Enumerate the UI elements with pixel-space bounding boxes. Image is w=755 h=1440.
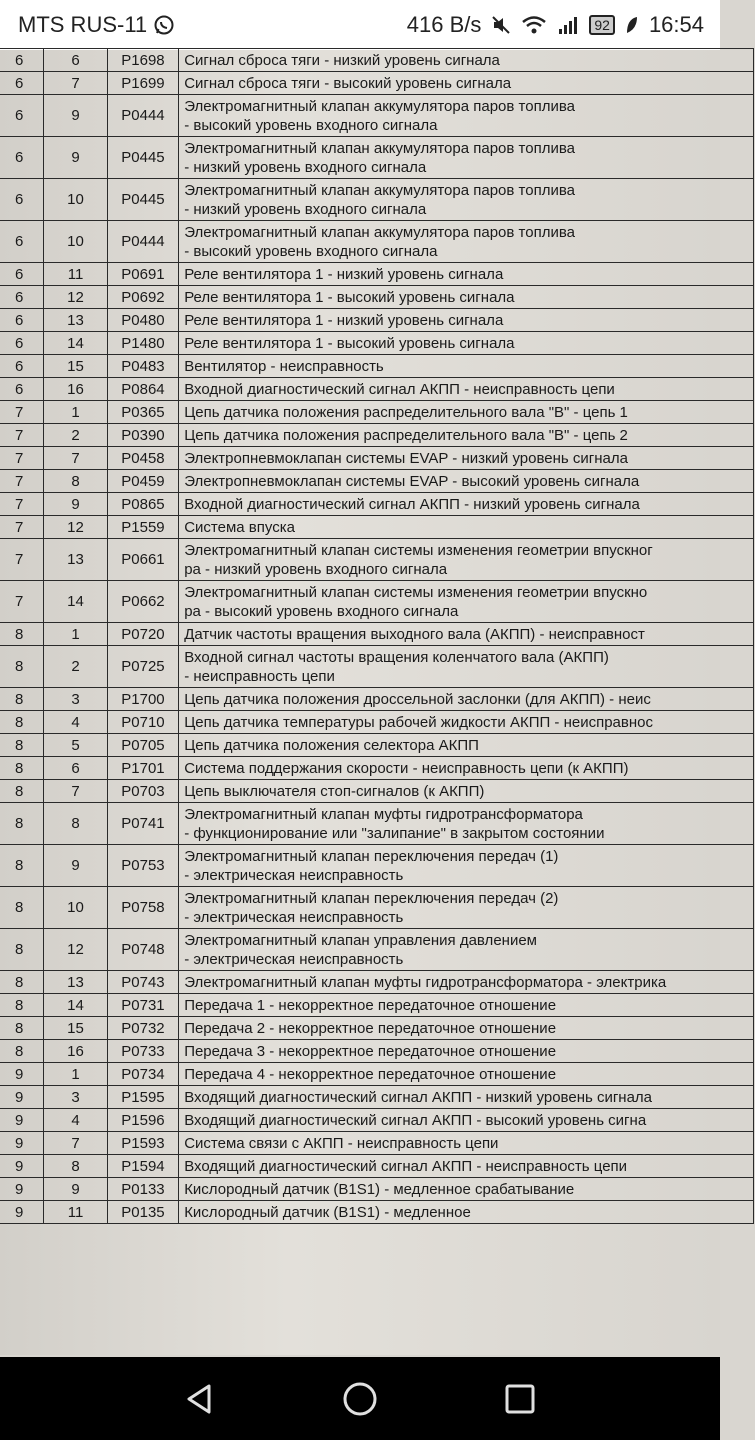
index-cell: 16 — [44, 378, 107, 401]
index-cell: 7 — [0, 447, 44, 470]
index-cell: 8 — [0, 688, 44, 711]
description-line: Электромагнитный клапан аккумулятора паров топлива — [184, 97, 575, 115]
index-cell: 4 — [44, 1109, 107, 1132]
description-line: Реле вентилятора 1 - низкий уровень сигнала — [184, 311, 504, 329]
description-cell — [179, 424, 754, 447]
fault-code-table — [0, 48, 754, 1224]
description-line: Электромагнитный клапан управления давлением — [184, 931, 537, 949]
description-line: Электропневмоклапан системы EVAP - низкий уровень сигнала — [184, 449, 628, 467]
table-row — [0, 1109, 754, 1132]
table-row — [0, 803, 754, 845]
table-row — [0, 971, 754, 994]
fault-code-cell: P1701 — [107, 757, 178, 780]
description-cell — [179, 401, 754, 424]
index-cell: 9 — [44, 137, 107, 179]
index-cell: 1 — [44, 1063, 107, 1086]
index-cell: 7 — [0, 470, 44, 493]
index-cell: 12 — [44, 516, 107, 539]
description-line: Сигнал сброса тяги - низкий уровень сигнала — [184, 51, 500, 69]
table-row — [0, 49, 754, 72]
index-cell: 6 — [0, 221, 44, 263]
fault-code-cell: P0705 — [107, 734, 178, 757]
index-cell: 6 — [0, 263, 44, 286]
table-row — [0, 493, 754, 516]
description-line: Система впуска — [184, 518, 295, 536]
index-cell: 1 — [44, 623, 107, 646]
index-cell: 9 — [44, 845, 107, 887]
description-cell — [179, 1155, 754, 1178]
description-cell — [179, 95, 754, 137]
index-cell: 6 — [0, 49, 44, 72]
fault-code-cell: P0661 — [107, 539, 178, 581]
description-line: - неисправность цепи — [184, 667, 335, 685]
fault-code-cell: P1593 — [107, 1132, 178, 1155]
network-speed: 416 B/s — [406, 12, 482, 37]
description-cell — [179, 688, 754, 711]
index-cell: 15 — [44, 1017, 107, 1040]
index-cell: 9 — [0, 1063, 44, 1086]
fault-code-cell: P1595 — [107, 1086, 178, 1109]
index-cell: 15 — [44, 355, 107, 378]
index-cell: 6 — [44, 757, 107, 780]
fault-code-cell: P1700 — [107, 688, 178, 711]
fault-code-cell: P0365 — [107, 401, 178, 424]
description-cell — [179, 1201, 754, 1224]
index-cell: 9 — [44, 493, 107, 516]
description-line: Входной диагностический сигнал АКПП - низкий уровень сигнала — [184, 495, 640, 513]
description-line: ра - высокий уровень входного сигнала — [184, 602, 459, 620]
index-cell: 8 — [0, 803, 44, 845]
table-row — [0, 757, 754, 780]
index-cell: 9 — [0, 1155, 44, 1178]
table-row — [0, 887, 754, 929]
index-cell: 6 — [0, 72, 44, 95]
description-line: Электромагнитный клапан аккумулятора паров топлива — [184, 181, 575, 199]
fault-code-cell: P0743 — [107, 971, 178, 994]
description-line: - функционирование или "залипание" в закрытом состоянии — [184, 824, 605, 842]
index-cell: 7 — [0, 516, 44, 539]
index-cell: 8 — [0, 887, 44, 929]
description-cell — [179, 929, 754, 971]
table-row — [0, 1040, 754, 1063]
table-row — [0, 994, 754, 1017]
description-cell — [179, 332, 754, 355]
index-cell: 2 — [44, 646, 107, 688]
description-line: - высокий уровень входного сигнала — [184, 116, 438, 134]
index-cell: 2 — [44, 424, 107, 447]
table-row — [0, 332, 754, 355]
description-line: Входной сигнал частоты вращения коленчатого вала (АКПП) — [184, 648, 609, 666]
description-line: Электромагнитный клапан муфты гидротрансформатора - электрика — [184, 973, 667, 991]
index-cell: 9 — [0, 1109, 44, 1132]
table-row — [0, 72, 754, 95]
index-cell: 7 — [44, 1132, 107, 1155]
description-cell — [179, 263, 754, 286]
description-cell — [179, 493, 754, 516]
description-cell — [179, 646, 754, 688]
description-cell — [179, 971, 754, 994]
description-line: Электромагнитный клапан аккумулятора паров топлива — [184, 223, 575, 241]
table-row — [0, 378, 754, 401]
index-cell: 8 — [0, 780, 44, 803]
index-cell: 7 — [44, 780, 107, 803]
index-cell: 3 — [44, 1086, 107, 1109]
table-row — [0, 688, 754, 711]
fault-code-cell: P0741 — [107, 803, 178, 845]
description-line: Сигнал сброса тяги - высокий уровень сигнала — [184, 74, 512, 92]
description-line: Электромагнитный клапан переключения передач (1) — [184, 847, 559, 865]
back-triangle-icon — [183, 1382, 217, 1416]
description-line: Реле вентилятора 1 - высокий уровень сигнала — [184, 288, 515, 306]
fault-code-cell: P0734 — [107, 1063, 178, 1086]
table-row — [0, 470, 754, 493]
description-cell — [179, 470, 754, 493]
index-cell: 9 — [0, 1132, 44, 1155]
description-line: Передача 4 - некорректное передаточное отношение — [184, 1065, 557, 1083]
index-cell: 13 — [44, 971, 107, 994]
description-line: Передача 2 - некорректное передаточное отношение — [184, 1019, 557, 1037]
fault-code-cell: P0390 — [107, 424, 178, 447]
description-line: Входящий диагностический сигнал АКПП - высокий уровень сигна — [184, 1111, 647, 1129]
fault-code-cell: P0458 — [107, 447, 178, 470]
description-cell — [179, 1086, 754, 1109]
fault-code-cell: P0444 — [107, 221, 178, 263]
description-line: Цепь датчика положения дроссельной заслонки (для АКПП) - неис — [184, 690, 651, 708]
description-cell — [179, 1109, 754, 1132]
table-row — [0, 929, 754, 971]
index-cell: 9 — [44, 95, 107, 137]
description-cell — [179, 757, 754, 780]
fault-code-cell: P1698 — [107, 49, 178, 72]
description-cell — [179, 539, 754, 581]
description-cell — [179, 1063, 754, 1086]
table-row — [0, 401, 754, 424]
description-line: Реле вентилятора 1 - высокий уровень сигнала — [184, 334, 515, 352]
recents-button[interactable] — [490, 1369, 550, 1429]
description-line: - электрическая неисправность — [184, 908, 404, 926]
index-cell: 11 — [44, 263, 107, 286]
index-cell: 8 — [0, 646, 44, 688]
home-circle-icon — [342, 1381, 378, 1417]
description-cell — [179, 623, 754, 646]
description-line: Датчик частоты вращения выходного вала (АКПП) - неисправност — [184, 625, 645, 643]
index-cell: 13 — [44, 539, 107, 581]
fault-code-cell: P0864 — [107, 378, 178, 401]
index-cell: 7 — [0, 581, 44, 623]
table-row — [0, 286, 754, 309]
document-photo — [0, 50, 720, 1355]
description-cell — [179, 581, 754, 623]
carrier-name: MTS RUS-11 — [18, 12, 148, 37]
description-cell — [179, 137, 754, 179]
index-cell: 8 — [0, 929, 44, 971]
home-button[interactable] — [330, 1369, 390, 1429]
description-line: Входящий диагностический сигнал АКПП - низкий уровень сигнала — [184, 1088, 653, 1106]
index-cell: 6 — [0, 95, 44, 137]
fault-code-cell: P0753 — [107, 845, 178, 887]
table-row — [0, 780, 754, 803]
table-row — [0, 581, 754, 623]
index-cell: 8 — [0, 623, 44, 646]
description-cell — [179, 1017, 754, 1040]
description-cell — [179, 355, 754, 378]
description-line: Передача 1 - некорректное передаточное отношение — [184, 996, 557, 1014]
status-bar — [0, 0, 720, 50]
table-row — [0, 1132, 754, 1155]
description-line: Передача 3 - некорректное передаточное отношение — [184, 1042, 557, 1060]
mute-icon — [491, 15, 511, 35]
index-cell: 6 — [0, 179, 44, 221]
index-cell: 8 — [0, 845, 44, 887]
index-cell: 10 — [44, 179, 107, 221]
description-line: Электромагнитный клапан системы изменения геометрии впускно — [184, 583, 648, 601]
leaf-icon — [625, 15, 639, 35]
description-line: - низкий уровень входного сигнала — [184, 200, 427, 218]
index-cell: 3 — [44, 688, 107, 711]
index-cell: 4 — [44, 711, 107, 734]
index-cell: 8 — [0, 1017, 44, 1040]
index-cell: 6 — [0, 286, 44, 309]
index-cell: 7 — [0, 401, 44, 424]
index-cell: 6 — [44, 49, 107, 72]
index-cell: 6 — [0, 137, 44, 179]
table-row — [0, 623, 754, 646]
table-row — [0, 1201, 754, 1224]
fault-code-cell: P0480 — [107, 309, 178, 332]
index-cell: 14 — [44, 994, 107, 1017]
fault-code-cell: P0710 — [107, 711, 178, 734]
fault-code-cell: P0459 — [107, 470, 178, 493]
description-cell — [179, 49, 754, 72]
description-cell — [179, 803, 754, 845]
description-line: Цепь датчика температуры рабочей жидкости АКПП - неисправнос — [184, 713, 653, 731]
fault-code-cell: P1559 — [107, 516, 178, 539]
description-line: Система поддержания скорости - неисправность цепи (к АКПП) — [184, 759, 629, 777]
description-line: Цепь датчика положения распределительного вала "В" - цепь 1 — [184, 403, 628, 421]
description-cell — [179, 516, 754, 539]
description-line: - электрическая неисправность — [184, 866, 404, 884]
description-cell — [179, 447, 754, 470]
fault-code-cell: P0748 — [107, 929, 178, 971]
index-cell: 8 — [44, 470, 107, 493]
description-line: Цепь датчика положения распределительного вала "В" - цепь 2 — [184, 426, 628, 444]
index-cell: 7 — [0, 424, 44, 447]
fault-code-cell: P0733 — [107, 1040, 178, 1063]
index-cell: 14 — [44, 332, 107, 355]
table-row — [0, 516, 754, 539]
description-line: Электромагнитный клапан переключения передач (2) — [184, 889, 559, 907]
fault-code-cell: P0731 — [107, 994, 178, 1017]
index-cell: 10 — [44, 221, 107, 263]
fault-code-cell: P0725 — [107, 646, 178, 688]
index-cell: 13 — [44, 309, 107, 332]
whatsapp-icon — [153, 14, 175, 36]
table-row — [0, 1155, 754, 1178]
fault-code-cell: P0758 — [107, 887, 178, 929]
description-cell — [179, 309, 754, 332]
description-cell — [179, 845, 754, 887]
description-line: ра - низкий уровень входного сигнала — [184, 560, 448, 578]
table-row — [0, 424, 754, 447]
fault-code-cell: P0703 — [107, 780, 178, 803]
fault-code-cell: P1594 — [107, 1155, 178, 1178]
description-line: - высокий уровень входного сигнала — [184, 242, 438, 260]
index-cell: 8 — [0, 757, 44, 780]
description-cell — [179, 1040, 754, 1063]
description-line: Электропневмоклапан системы EVAP - высокий уровень сигнала — [184, 472, 640, 490]
index-cell: 9 — [0, 1178, 44, 1201]
index-cell: 8 — [0, 1040, 44, 1063]
index-cell: 12 — [44, 286, 107, 309]
fault-code-cell: P0691 — [107, 263, 178, 286]
index-cell: 8 — [0, 711, 44, 734]
table-row — [0, 1063, 754, 1086]
table-row — [0, 263, 754, 286]
table-row — [0, 646, 754, 688]
description-cell — [179, 378, 754, 401]
fault-code-cell: P0692 — [107, 286, 178, 309]
index-cell: 8 — [0, 971, 44, 994]
index-cell: 1 — [44, 401, 107, 424]
index-cell: 16 — [44, 1040, 107, 1063]
description-line: - электрическая неисправность — [184, 950, 404, 968]
fault-code-cell: P0732 — [107, 1017, 178, 1040]
clock: 16:54 — [648, 12, 704, 37]
description-cell — [179, 734, 754, 757]
navigation-bar — [0, 1357, 720, 1440]
description-cell — [179, 1132, 754, 1155]
index-cell: 9 — [44, 1178, 107, 1201]
table-row — [0, 447, 754, 470]
index-cell: 6 — [0, 378, 44, 401]
description-line: Кислородный датчик (B1S1) - медленное срабатывание — [184, 1180, 575, 1198]
table-row — [0, 711, 754, 734]
description-line: Входящий диагностический сигнал АКПП - неисправность цепи — [184, 1157, 628, 1175]
back-button[interactable] — [170, 1369, 230, 1429]
index-cell: 6 — [0, 332, 44, 355]
index-cell: 8 — [0, 994, 44, 1017]
table-row — [0, 734, 754, 757]
table-row — [0, 1017, 754, 1040]
index-cell: 7 — [0, 493, 44, 516]
table-row — [0, 179, 754, 221]
index-cell: 7 — [0, 539, 44, 581]
index-cell: 7 — [44, 447, 107, 470]
table-row — [0, 1178, 754, 1201]
fault-code-cell: P0720 — [107, 623, 178, 646]
description-cell — [179, 179, 754, 221]
table-row — [0, 309, 754, 332]
description-cell — [179, 994, 754, 1017]
description-line: Электромагнитный клапан системы изменения геометрии впускног — [184, 541, 653, 559]
index-cell: 6 — [0, 355, 44, 378]
index-cell: 10 — [44, 887, 107, 929]
index-cell: 9 — [0, 1201, 44, 1224]
table-row — [0, 95, 754, 137]
description-line: - низкий уровень входного сигнала — [184, 158, 427, 176]
description-cell — [179, 72, 754, 95]
fault-code-cell: P1480 — [107, 332, 178, 355]
fault-code-cell: P1699 — [107, 72, 178, 95]
description-cell — [179, 887, 754, 929]
index-cell: 11 — [44, 1201, 107, 1224]
description-cell — [179, 286, 754, 309]
fault-code-cell: P0444 — [107, 95, 178, 137]
table-row — [0, 221, 754, 263]
fault-code-cell: P0445 — [107, 137, 178, 179]
fault-code-cell: P1596 — [107, 1109, 178, 1132]
index-cell: 5 — [44, 734, 107, 757]
index-cell: 9 — [0, 1086, 44, 1109]
description-line: Электромагнитный клапан муфты гидротрансформатора — [184, 805, 583, 823]
recents-square-icon — [503, 1382, 537, 1416]
index-cell: 14 — [44, 581, 107, 623]
fault-code-cell: P0865 — [107, 493, 178, 516]
fault-code-cell: P0662 — [107, 581, 178, 623]
table-row — [0, 539, 754, 581]
fault-code-cell: P0135 — [107, 1201, 178, 1224]
description-cell — [179, 1178, 754, 1201]
table-row — [0, 137, 754, 179]
index-cell: 8 — [0, 734, 44, 757]
table-row — [0, 845, 754, 887]
description-line: Цепь датчика положения селектора АКПП — [184, 736, 479, 754]
description-cell — [179, 780, 754, 803]
index-cell: 7 — [44, 72, 107, 95]
description-line: Кислородный датчик (B1S1) - медленное — [184, 1203, 471, 1221]
description-cell — [179, 221, 754, 263]
description-line: Система связи с АКПП - неисправность цепи — [184, 1134, 499, 1152]
fault-code-cell: P0133 — [107, 1178, 178, 1201]
description-line: Входной диагностический сигнал АКПП - неисправность цепи — [184, 380, 615, 398]
description-line: Вентилятор - неисправность — [184, 357, 384, 375]
description-cell — [179, 711, 754, 734]
fault-code-cell: P0483 — [107, 355, 178, 378]
index-cell: 12 — [44, 929, 107, 971]
index-cell: 8 — [44, 803, 107, 845]
signal-icon — [557, 15, 579, 35]
description-line: Цепь выключателя стоп-сигналов (к АКПП) — [184, 782, 485, 800]
table-row — [0, 355, 754, 378]
description-line: Реле вентилятора 1 - низкий уровень сигнала — [184, 265, 504, 283]
index-cell: 8 — [44, 1155, 107, 1178]
description-line: Электромагнитный клапан аккумулятора паров топлива — [184, 139, 575, 157]
fault-code-cell: P0445 — [107, 179, 178, 221]
table-row — [0, 1086, 754, 1109]
index-cell: 6 — [0, 309, 44, 332]
wifi-icon — [521, 15, 547, 35]
battery-icon: 92 — [589, 15, 615, 35]
